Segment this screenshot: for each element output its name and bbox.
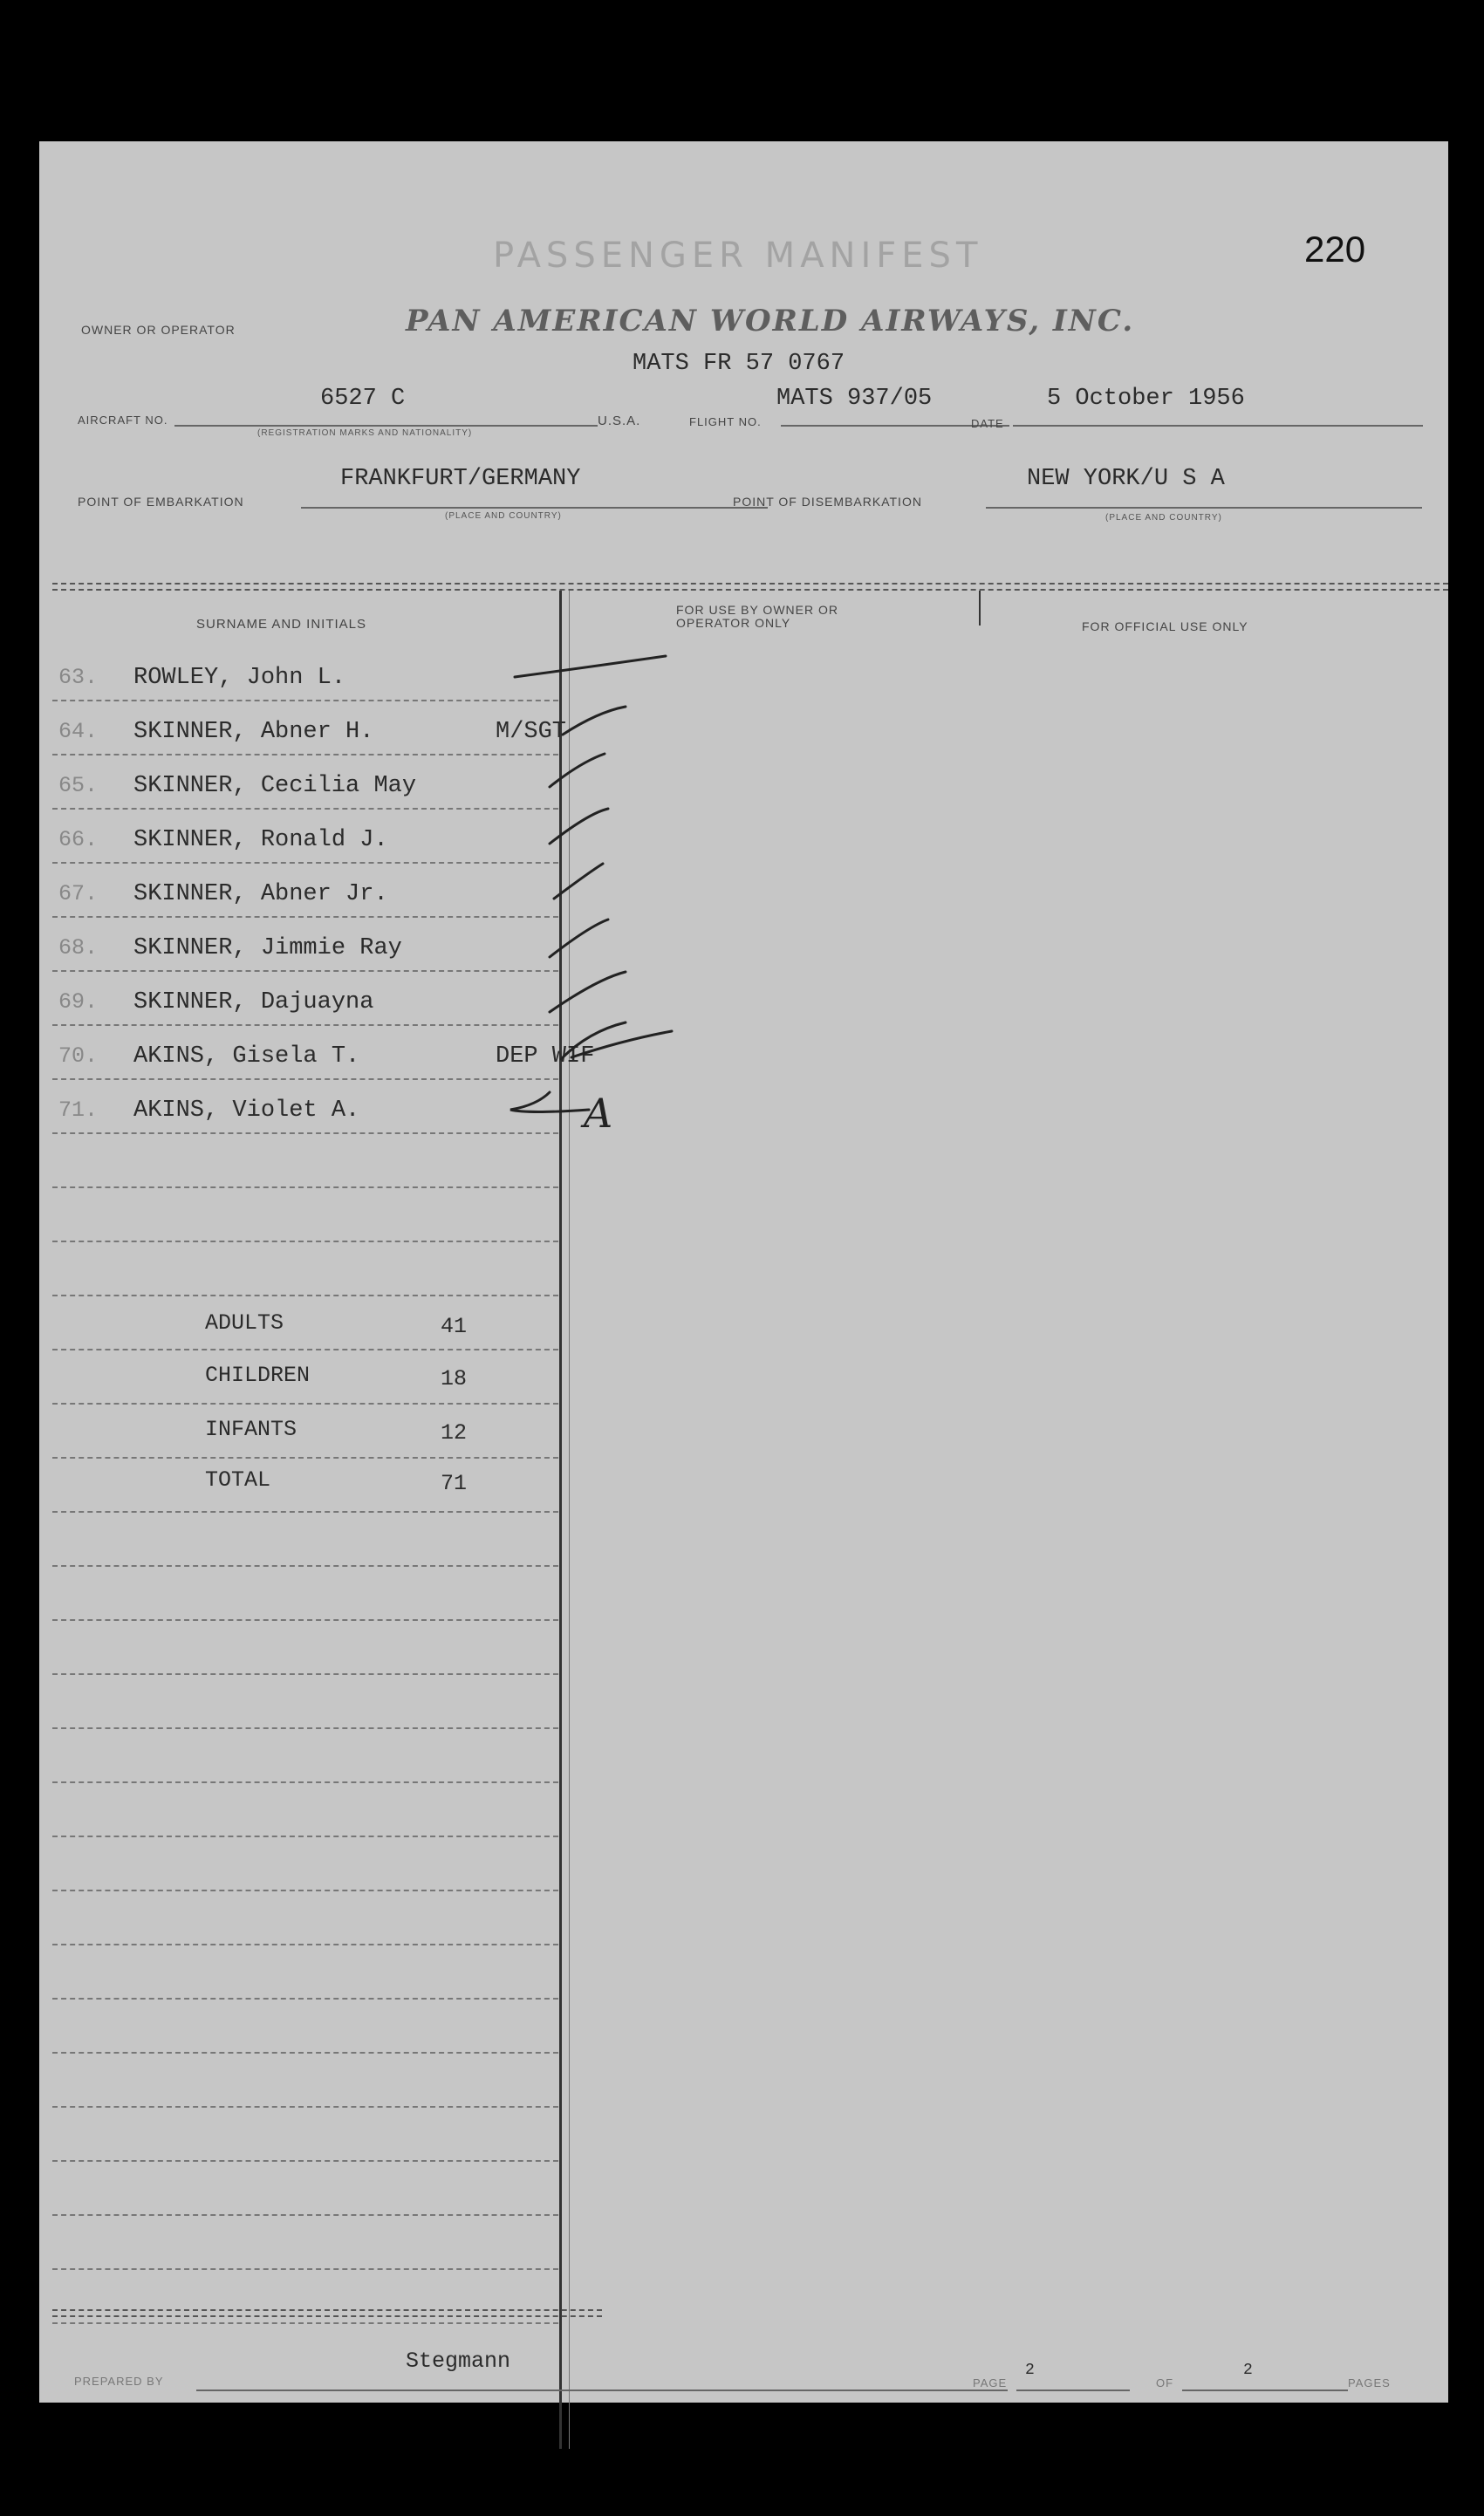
passenger-number: 65. bbox=[58, 773, 99, 798]
passenger-number: 66. bbox=[58, 827, 99, 852]
embarkation-sublabel: (PLACE AND COUNTRY) bbox=[445, 511, 562, 521]
handwritten-check-marks bbox=[39, 141, 1448, 2403]
handwritten-mark: A bbox=[584, 1090, 613, 1137]
of-value: 2 bbox=[1243, 2362, 1253, 2379]
page-value: 2 bbox=[1025, 2362, 1035, 2379]
total-value: 71 bbox=[441, 1471, 468, 1496]
disembarkation-sublabel: (PLACE AND COUNTRY) bbox=[1105, 513, 1222, 523]
passenger-name: ROWLEY, John L. bbox=[133, 665, 346, 691]
total-value: 41 bbox=[441, 1314, 468, 1339]
passenger-name: SKINNER, Cecilia May bbox=[133, 773, 417, 799]
flight-value: MATS 937/05 bbox=[776, 386, 933, 412]
flight-label: FLIGHT NO. bbox=[689, 415, 762, 428]
page-label: PAGE bbox=[973, 2376, 1008, 2390]
passenger-name: AKINS, Gisela T. bbox=[133, 1043, 360, 1070]
passenger-number: 63. bbox=[58, 665, 99, 690]
embarkation-value: FRANKFURT/GERMANY bbox=[340, 466, 581, 492]
passenger-name: SKINNER, Abner Jr. bbox=[133, 881, 388, 907]
owner-use-column-header: FOR USE BY OWNER OR OPERATOR ONLY bbox=[676, 603, 838, 630]
disembarkation-value: NEW YORK/U S A bbox=[1027, 466, 1225, 492]
passenger-note: DEP WIF bbox=[496, 1043, 595, 1070]
passenger-name: SKINNER, Ronald J. bbox=[133, 827, 388, 853]
usa-label: U.S.A. bbox=[598, 414, 641, 428]
owner-label: OWNER OR OPERATOR bbox=[81, 323, 236, 337]
date-value: 5 October 1956 bbox=[1047, 386, 1245, 412]
mats-reference: MATS FR 57 0767 bbox=[633, 351, 845, 377]
passenger-name: AKINS, Violet A. bbox=[133, 1097, 360, 1124]
aircraft-label: AIRCRAFT NO. bbox=[78, 414, 168, 427]
total-value: 12 bbox=[441, 1420, 468, 1446]
aircraft-value: 6527 C bbox=[320, 386, 406, 412]
page-number: 220 bbox=[1304, 229, 1366, 270]
total-label: CHILDREN bbox=[205, 1363, 311, 1388]
passenger-note: M/SGT bbox=[496, 719, 567, 745]
surname-column-header: SURNAME AND INITIALS bbox=[196, 617, 367, 632]
embarkation-label: POINT OF EMBARKATION bbox=[78, 495, 244, 509]
passenger-number: 70. bbox=[58, 1043, 99, 1069]
pages-label: PAGES bbox=[1348, 2376, 1391, 2390]
passenger-name: SKINNER, Jimmie Ray bbox=[133, 935, 402, 961]
owner-name: PAN AMERICAN WORLD AIRWAYS, INC. bbox=[406, 304, 1135, 338]
prepared-by-label: PREPARED BY bbox=[74, 2375, 164, 2388]
total-label: TOTAL bbox=[205, 1467, 271, 1493]
passenger-number: 67. bbox=[58, 881, 99, 906]
total-label: INFANTS bbox=[205, 1417, 297, 1442]
of-label: OF bbox=[1156, 2376, 1174, 2390]
passenger-number: 68. bbox=[58, 935, 99, 961]
aircraft-sublabel: (REGISTRATION MARKS AND NATIONALITY) bbox=[257, 428, 473, 438]
passenger-name: SKINNER, Abner H. bbox=[133, 719, 374, 745]
passenger-number: 69. bbox=[58, 989, 99, 1015]
total-label: ADULTS bbox=[205, 1310, 284, 1336]
passenger-number: 71. bbox=[58, 1097, 99, 1123]
disembarkation-label: POINT OF DISEMBARKATION bbox=[733, 495, 922, 509]
prepared-by-value: Stegmann bbox=[406, 2348, 511, 2374]
page-title: PASSENGER MANIFEST bbox=[493, 236, 983, 276]
passenger-name: SKINNER, Dajuayna bbox=[133, 989, 374, 1015]
manifest-sheet bbox=[39, 141, 1448, 2403]
total-value: 18 bbox=[441, 1366, 468, 1391]
official-use-column-header: FOR OFFICIAL USE ONLY bbox=[1082, 619, 1248, 633]
passenger-number: 64. bbox=[58, 719, 99, 744]
date-label: DATE bbox=[971, 417, 1004, 430]
